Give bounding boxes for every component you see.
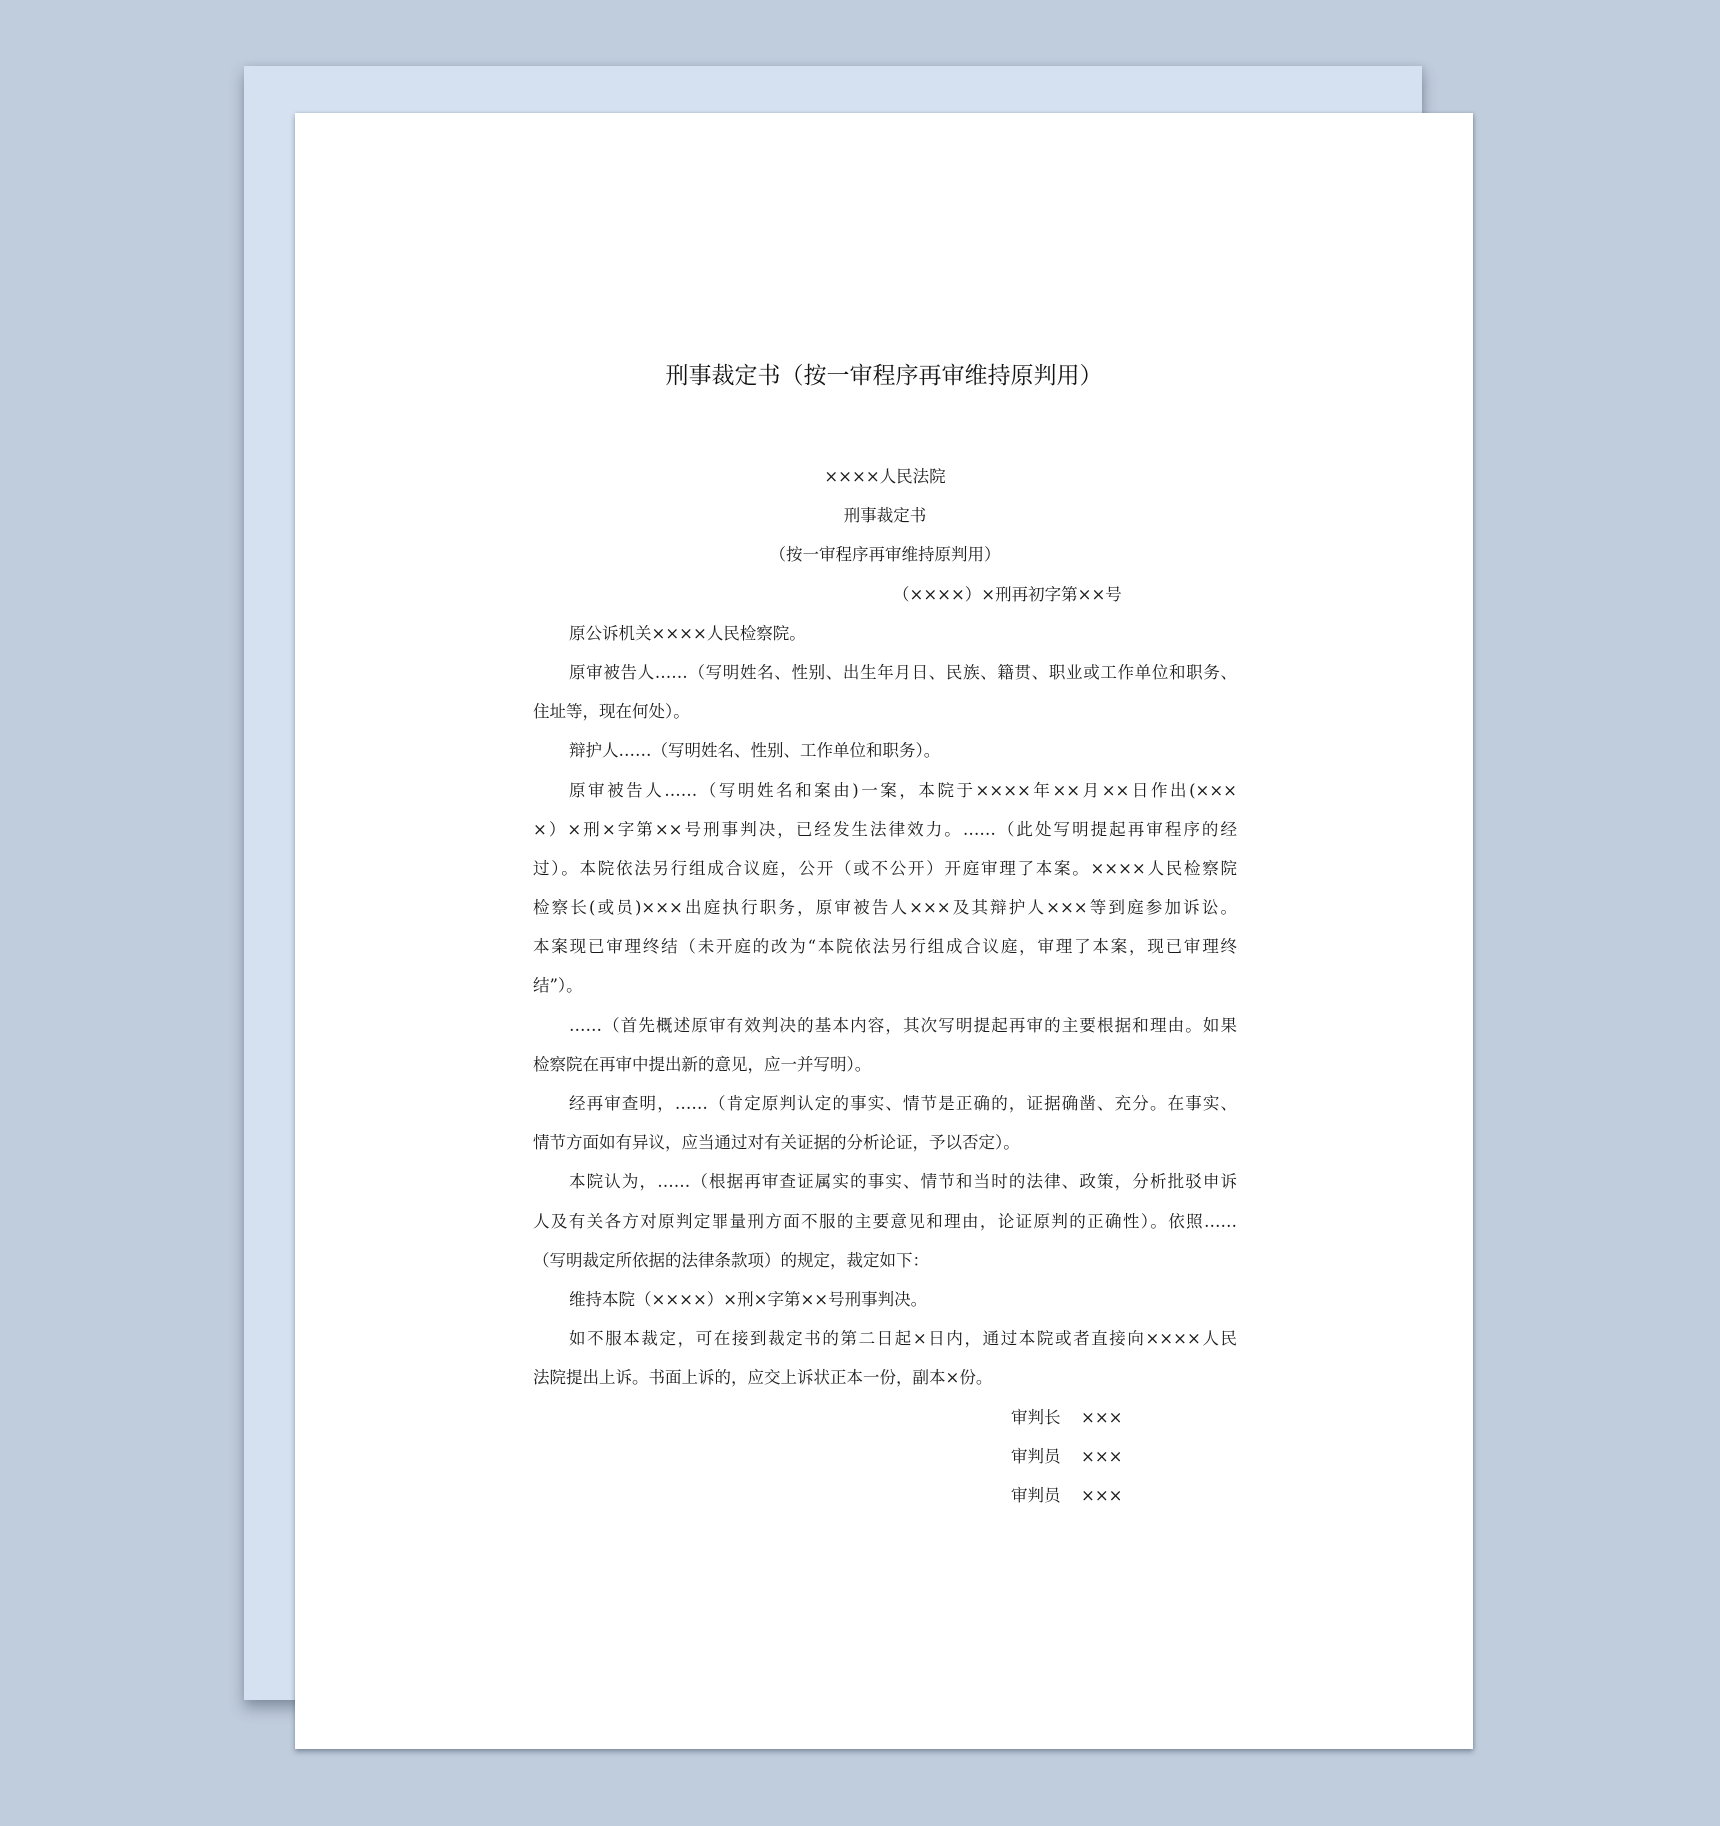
body-line: ……（首先概述原审有效判决的基本内容，其次写明提起再审的主要根据和理由。如果	[569, 1015, 1237, 1035]
body-line: （写明裁定所依据的法律条款项）的规定，裁定如下：	[533, 1250, 929, 1270]
body-line: 情节方面如有异议，应当通过对有关证据的分析论证，予以否定）。	[533, 1133, 1020, 1153]
body-line: 原审被告人……（写明姓名、性别、出生年月日、民族、籍贯、职业或工作单位和职务、	[569, 662, 1237, 682]
body-line: 原审被告人……（写明姓名和案由)一案，本院于××××年××月××日作出(×××	[569, 780, 1237, 800]
body-line: 如不服本裁定，可在接到裁定书的第二日起×日内，通过本院或者直接向××××人民	[569, 1329, 1237, 1349]
body-line: 辩护人……（写明姓名、性别、工作单位和职务）。	[569, 741, 941, 761]
usage-note: （按一审程序再审维持原判用）	[769, 545, 1001, 565]
signature-presiding-judge	[533, 1398, 1237, 1437]
signature-name: ×××	[1081, 1407, 1123, 1427]
body-line: 经再审查明，……（肯定原判认定的事实、情节是正确的，证据确凿、充分。在事实、	[569, 1094, 1237, 1113]
body-line: 检察长(或员)×××出庭执行职务，原审被告人×××及其辩护人×××等到庭参加诉讼。	[533, 898, 1237, 918]
body-line: 本院认为，……（根据再审查证属实的事实、情节和当时的法律、政策，分析批驳申诉	[569, 1172, 1237, 1192]
court-name: ××××人民法院	[824, 467, 946, 486]
body-line: ×）×刑×字第××号刑事判决，已经发生法律效力。……（此处写明提起再审程序的经	[533, 819, 1237, 839]
signature-role: 审判长	[1011, 1407, 1061, 1427]
signature-name: ×××	[1081, 1485, 1123, 1505]
body-line: 原公诉机关××××人民检察院。	[569, 623, 806, 643]
signature-name: ×××	[1081, 1446, 1123, 1466]
body-line: 过）。本院依法另行组成合议庭，公开（或不公开）开庭审理了本案。××××人民检察院	[533, 858, 1237, 878]
document-page	[295, 113, 1473, 1749]
document-body	[533, 457, 1237, 1515]
body-line: 维持本院（××××）×刑×字第××号刑事判决。	[569, 1289, 928, 1309]
case-number: （××××）×刑再初字第××号	[893, 584, 1122, 604]
signature-role: 审判员	[1011, 1446, 1061, 1466]
signature-judge	[533, 1437, 1237, 1476]
doc-type-heading: 刑事裁定书	[843, 506, 927, 526]
document-title: 刑事裁定书（按一审程序再审维持原判用）	[665, 363, 1103, 389]
signature-judge	[533, 1476, 1237, 1515]
body-line: 人及有关各方对原判定罪量刑方面不服的主要意见和理由，论证原判的正确性）。依照……	[533, 1211, 1237, 1231]
body-line: 结”）。	[533, 976, 583, 996]
body-line: 本案现已审理终结（未开庭的改为“本院依法另行组成合议庭，审理了本案，现已审理终	[533, 937, 1237, 957]
body-line: 住址等，现在何处）。	[533, 702, 690, 722]
signature-role: 审判员	[1011, 1485, 1061, 1505]
body-line: 检察院在再审中提出新的意见，应一并写明）。	[533, 1054, 872, 1074]
body-line: 法院提出上诉。书面上诉的，应交上诉状正本一份，副本×份。	[533, 1368, 993, 1388]
